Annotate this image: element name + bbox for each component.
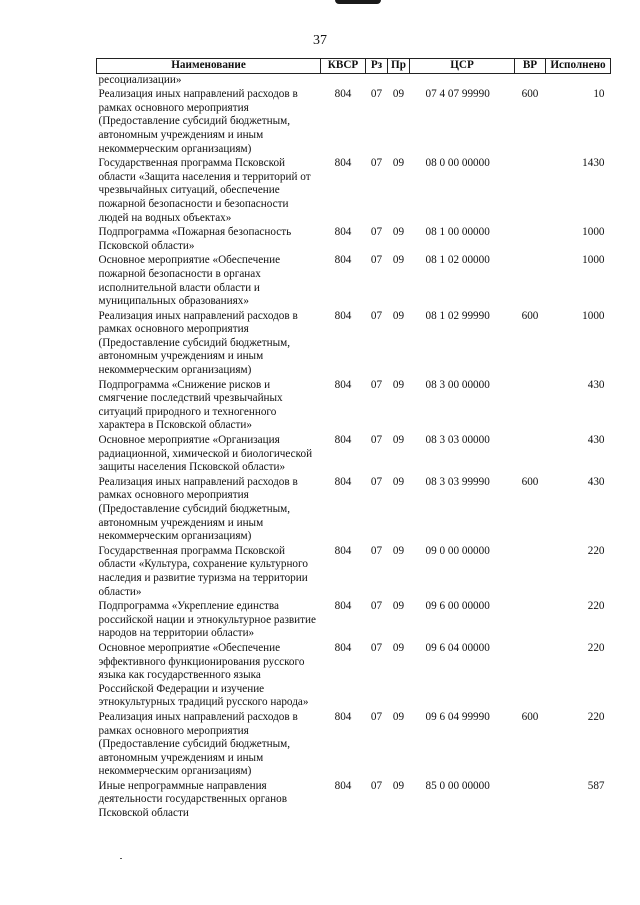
cell-kvsr: 804 <box>334 779 352 792</box>
cell-amount: 430 <box>587 434 605 447</box>
cell-csr: 85 0 00 00000 <box>425 779 490 792</box>
cell-amount: 1000 <box>582 226 605 239</box>
cell-vr <box>515 378 546 433</box>
cell-csr: 08 3 03 99990 <box>425 475 490 488</box>
cell-rz: 07 <box>370 157 383 170</box>
cell-vr: 600 <box>521 88 539 101</box>
cell-pr: 09 <box>392 309 405 322</box>
table-row <box>97 433 611 475</box>
cell-name: Подпрограмма «Укрепление единства российской нации и этнокультурное развитие народов на территории области» <box>98 600 316 640</box>
cell-kvsr: 804 <box>334 544 352 557</box>
cell-kvsr: 804 <box>334 434 352 447</box>
cell-name: Государственная программа Псковской области «Культура, сохранение культурного наследия и развитие туризма на территории области» <box>98 544 308 598</box>
cell-rz: 07 <box>370 378 383 391</box>
cell-rz: 07 <box>370 544 383 557</box>
cell-vr: 600 <box>521 710 539 723</box>
cell-rz <box>366 73 388 87</box>
cell-kvsr: 804 <box>334 88 352 101</box>
cell-kvsr: 804 <box>334 157 352 170</box>
cell-vr <box>515 433 546 475</box>
cell-csr: 08 3 03 00000 <box>425 434 490 447</box>
table-row <box>97 87 611 156</box>
cell-name: Иные непрограммные направления деятельности государственных органов Псковской области <box>98 779 288 820</box>
cell-pr: 09 <box>392 779 405 792</box>
cell-rz: 07 <box>370 434 383 447</box>
scan-artifact <box>335 0 381 4</box>
table-row <box>97 378 611 433</box>
cell-name: Государственная программа Псковской области «Защита населения и территорий от чрезвычайных ситуаций, обеспечение пожарной безопасности и безопасности людей на водных объектах» <box>98 157 311 224</box>
cell-amount: 220 <box>587 641 605 654</box>
cell-name: Основное мероприятие «Обеспечение пожарной безопасности в органах исполнительной власти области и муниципальных образованиях» <box>98 254 281 308</box>
table-row <box>97 475 611 544</box>
cell-csr: 09 6 00 00000 <box>425 600 490 613</box>
cell-pr: 09 <box>392 544 405 557</box>
header-rz: Рз <box>366 59 388 74</box>
table-row <box>97 779 611 821</box>
cell-vr <box>515 779 546 821</box>
cell-csr: 08 0 00 00000 <box>425 157 490 170</box>
table-row <box>97 641 611 710</box>
cell-kvsr: 804 <box>334 254 352 267</box>
cell-amount: 220 <box>587 600 605 613</box>
cell-vr <box>515 641 546 710</box>
table-row <box>97 309 611 378</box>
cell-vr <box>515 253 546 308</box>
cell-name: Реализация иных направлений расходов в рамках основного мероприятия (Предоставление субсидий бюджетным, автономным учреждениям и иным некоммерческим организациям) <box>98 309 298 377</box>
cell-rz: 07 <box>370 254 383 267</box>
cell-name: ресоциализации» <box>98 73 182 86</box>
cell-name: Основное мероприятие «Обеспечение эффективного функционирования русского языка как государственного языка Российской Федерации и изучение этнокультурных традиций русского народа» <box>98 641 309 709</box>
cell-csr: 08 3 00 00000 <box>425 378 490 391</box>
table-row <box>97 73 611 87</box>
cell-name: Основное мероприятие «Организация радиационной, химической и биологической защиты населения Псковской области» <box>98 434 313 474</box>
cell-amount: 1000 <box>582 254 605 267</box>
cell-name: Подпрограмма «Пожарная безопасность Псковской области» <box>98 226 292 252</box>
cell-kvsr: 804 <box>334 309 352 322</box>
cell-pr: 09 <box>392 475 405 488</box>
header-row <box>97 59 611 74</box>
cell-amount: 10 <box>593 88 605 101</box>
header-vr: ВР <box>515 59 546 74</box>
cell-kvsr <box>321 73 366 87</box>
cell-vr <box>515 156 546 225</box>
cell-csr: 07 4 07 99990 <box>425 88 490 101</box>
header-name: Наименование <box>97 59 321 74</box>
table-row <box>97 599 611 641</box>
cell-rz: 07 <box>370 309 383 322</box>
cell-vr <box>515 225 546 253</box>
header-csr: ЦСР <box>410 59 515 74</box>
cell-name: Реализация иных направлений расходов в рамках основного мероприятия (Предоставление субсидий бюджетным, автономным учреждениям и иным некоммерческим организациям) <box>98 88 298 155</box>
table-header <box>97 59 611 74</box>
scan-mark-bottom <box>120 858 122 859</box>
cell-csr: 08 1 02 99990 <box>425 309 490 322</box>
cell-vr: 600 <box>521 475 539 488</box>
cell-pr: 09 <box>392 600 405 613</box>
cell-pr: 09 <box>392 641 405 654</box>
header-kvsr: КВСР <box>321 59 366 74</box>
cell-csr: 09 6 04 99990 <box>425 710 490 723</box>
cell-name: Реализация иных направлений расходов в рамках основного мероприятия (Предоставление субсидий бюджетным, автономным учреждениям и иным некоммерческим организациям) <box>98 475 298 543</box>
cell-rz: 07 <box>370 475 383 488</box>
cell-csr: 08 1 00 00000 <box>425 226 490 239</box>
cell-pr: 09 <box>392 88 405 101</box>
cell-csr: 09 0 00 00000 <box>425 544 490 557</box>
cell-pr <box>388 73 410 87</box>
cell-rz: 07 <box>370 710 383 723</box>
cell-name: Реализация иных направлений расходов в рамках основного мероприятия (Предоставление субсидий бюджетным, автономным учреждениям и иным некоммерческим организациям) <box>98 710 298 778</box>
cell-name: Подпрограмма «Снижение рисков и смягчение последствий чрезвычайных ситуаций природного и техногенного характера в Псковской области» <box>98 378 283 432</box>
cell-rz: 07 <box>370 226 383 239</box>
cell-pr: 09 <box>392 226 405 239</box>
cell-vr: 600 <box>521 309 539 322</box>
cell-kvsr: 804 <box>334 600 352 613</box>
cell-pr: 09 <box>392 710 405 723</box>
cell-csr: 08 1 02 00000 <box>425 254 490 267</box>
cell-amount: 1430 <box>582 157 605 170</box>
header-pr: Пр <box>388 59 410 74</box>
cell-amount: 1000 <box>582 309 605 322</box>
cell-vr <box>515 73 546 87</box>
table-body <box>97 73 611 821</box>
table-row <box>97 225 611 253</box>
cell-kvsr: 804 <box>334 710 352 723</box>
cell-rz: 07 <box>370 600 383 613</box>
table-row <box>97 544 611 599</box>
cell-vr <box>515 599 546 641</box>
cell-amount: 430 <box>587 475 605 488</box>
table-row <box>97 253 611 308</box>
cell-amount: 220 <box>587 710 605 723</box>
budget-table <box>96 58 611 821</box>
budget-table-container <box>96 58 611 821</box>
cell-csr: 09 6 04 00000 <box>425 641 490 654</box>
cell-rz: 07 <box>370 779 383 792</box>
cell-amount <box>546 73 611 87</box>
cell-pr: 09 <box>392 434 405 447</box>
cell-csr <box>410 73 515 87</box>
header-amount: Исполнено <box>546 59 611 74</box>
cell-kvsr: 804 <box>334 641 352 654</box>
cell-pr: 09 <box>392 254 405 267</box>
cell-amount: 430 <box>587 378 605 391</box>
table-row <box>97 156 611 225</box>
cell-amount: 220 <box>587 544 605 557</box>
cell-vr <box>515 544 546 599</box>
table-row <box>97 710 611 779</box>
cell-pr: 09 <box>392 157 405 170</box>
cell-rz: 07 <box>370 88 383 101</box>
cell-amount: 587 <box>587 779 605 792</box>
cell-pr: 09 <box>392 378 405 391</box>
cell-kvsr: 804 <box>334 475 352 488</box>
cell-kvsr: 804 <box>334 378 352 391</box>
page-number: 37 <box>313 33 327 48</box>
cell-kvsr: 804 <box>334 226 352 239</box>
cell-rz: 07 <box>370 641 383 654</box>
